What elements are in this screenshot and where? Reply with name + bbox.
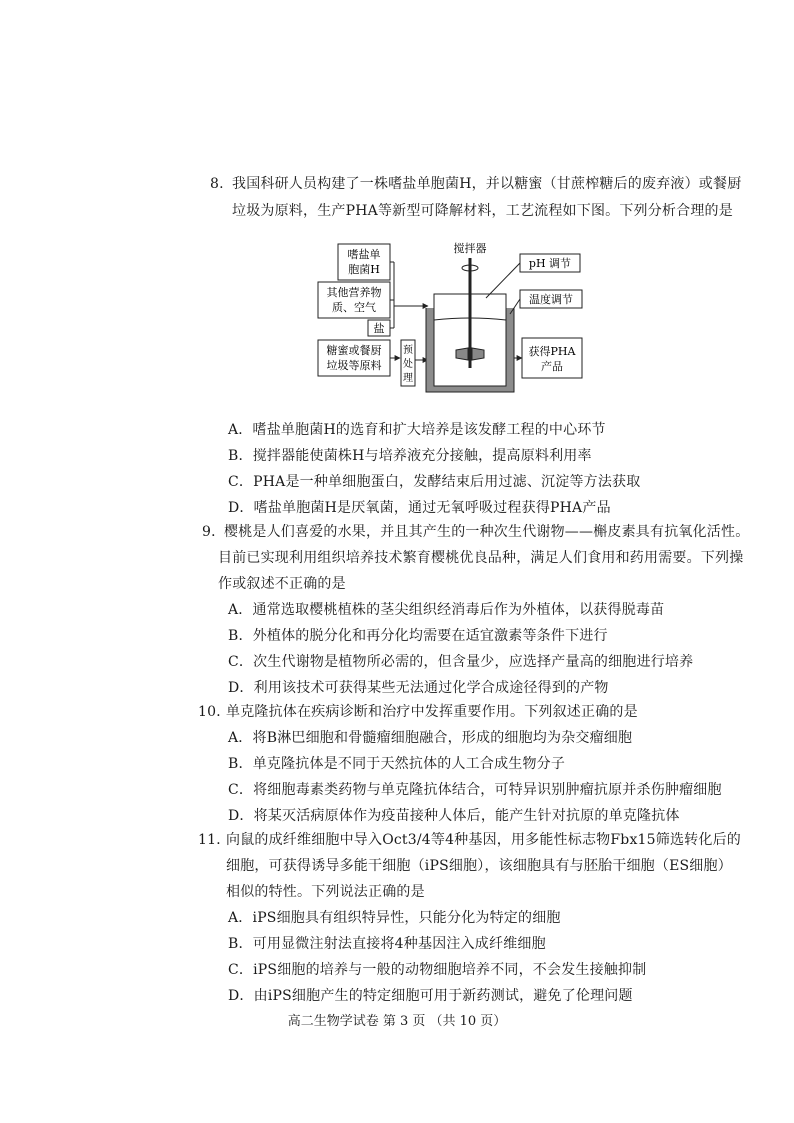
pretreat-char-3: 理 xyxy=(403,373,413,384)
q8-option-c: C．PHA是一种单细胞蛋白，发酵结束后用过滤、沉淀等方法获取 xyxy=(228,474,641,490)
q9-option-b: B．外植体的脱分化和再分化均需要在适宜激素等条件下进行 xyxy=(228,628,608,644)
pretreat-char-1: 预 xyxy=(403,345,413,356)
q10-stem-line-1: 单克隆抗体在疾病诊断和治疗中发挥重要作用。下列叙述正确的是 xyxy=(226,704,638,720)
q11-option-b: B．可用显微注射法直接将4种基因注入成纤维细胞 xyxy=(228,936,546,952)
q11-number: 11． xyxy=(198,832,231,848)
stirrer-label: 搅拌器 xyxy=(453,242,487,255)
q9-option-a: A．通常选取樱桃植株的茎尖组织经消毒后作为外植体，以获得脱毒苗 xyxy=(228,602,665,618)
q11-option-a: A．iPS细胞具有组织特异性，只能分化为特定的细胞 xyxy=(228,910,561,926)
box-salt-label: 盐 xyxy=(373,322,385,335)
ph-label: pH 调节 xyxy=(528,257,572,270)
box-bacteria-line-1: 嗜盐单 xyxy=(347,248,381,261)
q10-option-c: C．将细胞毒素类药物与单克隆抗体结合，可特异识别肿瘤抗原并杀伤肿瘤细胞 xyxy=(228,782,722,798)
q9-stem-line-2: 目前已实现利用组织培养技术繁育樱桃优良品种，满足人们食用和药用需要。下列操 xyxy=(218,550,744,566)
q9-option-c: C．次生代谢物是植物所必需的，但含量少，应选择产量高的细胞进行培养 xyxy=(228,654,694,670)
q8-number: 8. xyxy=(210,176,224,192)
box-raw-material-line-2: 垃圾等原料 xyxy=(326,359,382,372)
q10-number: 10． xyxy=(198,704,231,720)
q10-option-a: A．将B淋巴细胞和骨髓瘤细胞融合，形成的细胞均为杂交瘤细胞 xyxy=(228,730,633,746)
temperature-label: 温度调节 xyxy=(529,293,573,306)
q9-stem-line-1: 樱桃是人们喜爱的水果，并且其产生的一种次生代谢物——槲皮素具有抗氧化活性。 xyxy=(224,524,750,540)
q11-stem-line-3: 相似的特性。下列说法正确的是 xyxy=(226,884,425,900)
q8-option-d: D．嗜盐单胞菌H是厌氧菌，通过无氧呼吸过程获得PHA产品 xyxy=(228,500,611,516)
q8-option-b: B．搅拌器能使菌株H与培养液充分接触，提高原料利用率 xyxy=(228,448,592,464)
q9-number: 9． xyxy=(202,524,226,540)
box-bacteria-line-2: 胞菌H xyxy=(348,263,380,276)
product-line-2: 产品 xyxy=(541,360,563,373)
box-raw-material-line-1: 糖蜜或餐厨 xyxy=(326,344,382,357)
pretreat-char-2: 处 xyxy=(403,359,413,370)
page-footer: 高二生物学试卷 第 3 页 （共 10 页） xyxy=(287,1014,507,1029)
q9-option-d: D．利用该技术可获得某些无法通过化学合成途径得到的产物 xyxy=(228,680,609,696)
q11-stem-line-1: 向鼠的成纤维细胞中导入Oct3/4等4种基因，用多能性标志物Fbx15筛选转化后的 xyxy=(226,832,741,848)
product-line-1: 获得PHA xyxy=(528,345,576,358)
q11-option-c: C．iPS细胞的培养与一般的动物细胞培养不同，不会发生接触抑制 xyxy=(228,962,647,978)
box-nutrients-line-2: 质、空气 xyxy=(332,301,376,314)
q11-stem-line-2: 细胞，可获得诱导多能干细胞（iPS细胞），该细胞具有与胚胎干细胞（ES细胞） xyxy=(226,858,732,874)
q8-stem-line-2: 垃圾为原料，生产PHA等新型可降解材料，工艺流程如下图。下列分析合理的是 xyxy=(232,203,733,219)
q10-option-d: D．将某灭活病原体作为疫苗接种人体后，能产生针对抗原的单克隆抗体 xyxy=(228,808,680,824)
stirrer-blade-right xyxy=(472,348,484,360)
q8-option-a: A．嗜盐单胞菌H的选育和扩大培养是该发酵工程的中心环节 xyxy=(228,422,606,438)
box-nutrients-line-1: 其他营养物 xyxy=(326,286,382,299)
q10-option-b: B．单克隆抗体是不同于天然抗体的人工合成生物分子 xyxy=(228,756,566,772)
stirrer-blade-left xyxy=(456,348,468,360)
q9-stem-line-3: 作或叙述不正确的是 xyxy=(218,576,346,592)
q11-option-d: D．由iPS细胞产生的特定细胞可用于新药测试，避免了伦理问题 xyxy=(228,988,633,1004)
fermentation-diagram xyxy=(310,238,600,398)
q8-stem-line-1: 我国科研人员构建了一株嗜盐单胞菌H，并以糖蜜（甘蔗榨糖后的废弃液）或餐厨 xyxy=(232,176,742,192)
